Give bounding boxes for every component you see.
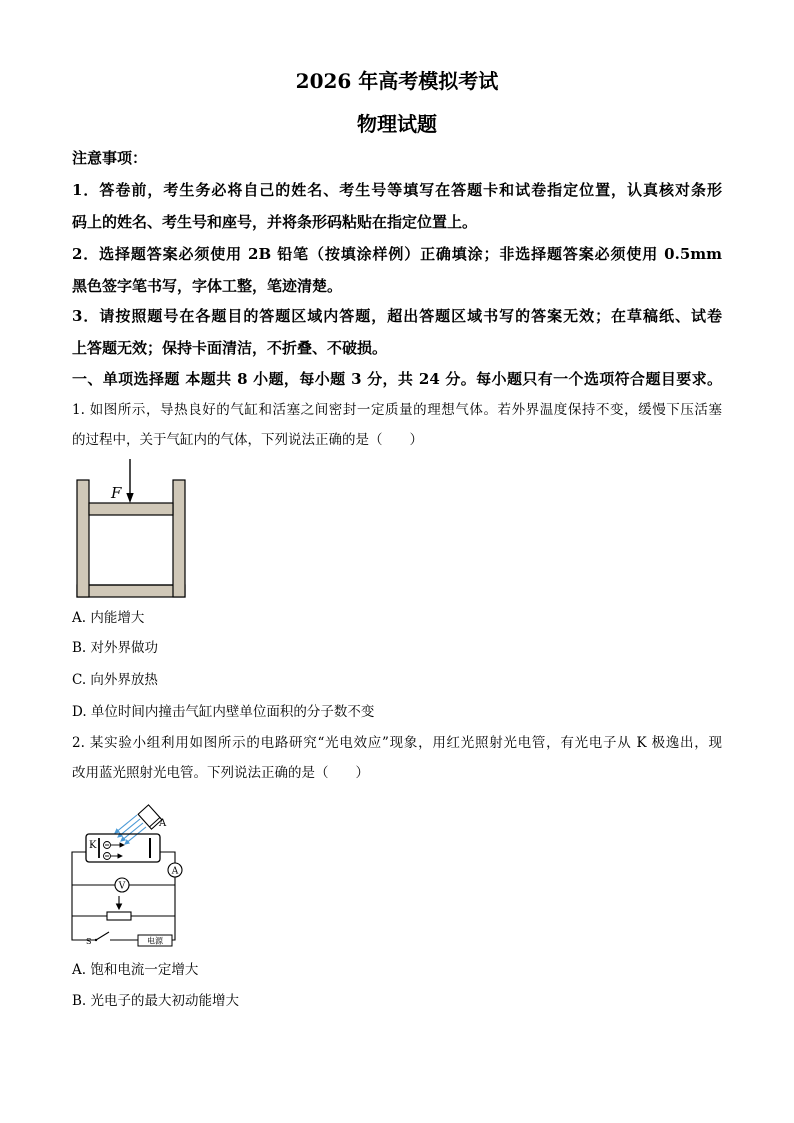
wire-left bbox=[72, 852, 96, 940]
photo-tube bbox=[86, 834, 160, 862]
cylinder-left-wall bbox=[77, 480, 89, 597]
question-2-stem: 改用蓝光照射光电管。下列说法正确的是（ ） bbox=[72, 765, 369, 781]
section-heading: 一、单项选择题 本题共 8 小题，每小题 3 分，共 24 分。每小题只有一个选项符合题目要求。 bbox=[72, 370, 722, 388]
question-1-option-d: D. 单位时间内撞击气缸内壁单位面积的分子数不变 bbox=[72, 704, 375, 720]
question-2-option-b: B. 光电子的最大初动能增大 bbox=[72, 993, 240, 1009]
force-label: F bbox=[111, 484, 122, 502]
exam-title: 2026 年高考模拟考试 bbox=[295, 69, 499, 93]
notice-line: 黑色签字笔书写，字体工整，笔迹清楚。 bbox=[72, 277, 343, 295]
notice-line: 码上的姓名、考生号和座号，并将条形码粘贴在指定位置上。 bbox=[72, 213, 478, 231]
wire-right bbox=[172, 877, 175, 940]
cylinder-right-wall bbox=[173, 480, 185, 597]
piston bbox=[89, 503, 173, 515]
notice-line: 2．选择题答案必须使用 2B 铅笔（按填涂样例）正确填涂；非选择题答案必须使用 0.5mm bbox=[72, 245, 722, 263]
cylinder-piston-figure bbox=[70, 455, 195, 605]
light-rays bbox=[115, 815, 146, 844]
exam-subtitle: 物理试题 bbox=[357, 112, 437, 136]
anode-label: A bbox=[159, 818, 167, 829]
ammeter-label: A bbox=[171, 866, 179, 877]
question-1-option-b: B. 对外界做功 bbox=[72, 640, 159, 656]
question-2-stem: 2. 某实验小组利用如图所示的电路研究“光电效应”现象，用红光照射光电管，有光电子从 K 极逸出，现 bbox=[72, 735, 722, 751]
photoelectric-circuit-figure bbox=[66, 800, 191, 955]
question-2-option-a: A. 饱和电流一定增大 bbox=[72, 962, 199, 978]
notice-line: 1．答卷前，考生务必将自己的姓名、考生号等填写在答题卡和试卷指定位置，认真核对条形 bbox=[72, 181, 722, 199]
rheostat bbox=[107, 912, 131, 920]
switch-blade bbox=[96, 932, 109, 940]
force-arrow-head-icon bbox=[126, 493, 133, 503]
notice-line: 上答题无效；保持卡面清洁，不折叠、不破损。 bbox=[72, 339, 388, 357]
circuit-wires bbox=[72, 852, 175, 940]
notice-heading: 注意事项： bbox=[72, 149, 148, 167]
question-1-option-c: C. 向外界放热 bbox=[72, 672, 158, 688]
question-1-stem: 的过程中，关于气缸内的气体，下列说法正确的是（ ） bbox=[72, 432, 423, 448]
switch-label: S bbox=[86, 937, 92, 946]
cylinder-bottom bbox=[77, 585, 185, 597]
cathode-label: K bbox=[89, 840, 97, 851]
question-1-stem: 1. 如图所示，导热良好的气缸和活塞之间密封一定质量的理想气体。若外界温度保持不变，缓慢下压活塞 bbox=[72, 402, 722, 418]
voltmeter-label: V bbox=[118, 881, 126, 892]
wire-top-right bbox=[160, 852, 175, 863]
power-source-label: 电源 bbox=[147, 936, 163, 946]
notice-line: 3．请按照题号在各题目的答题区域内答题，超出答题区域书写的答案无效；在草稿纸、试卷 bbox=[72, 307, 722, 325]
switch-pivot bbox=[95, 939, 97, 941]
question-1-option-a: A. 内能增大 bbox=[72, 610, 145, 626]
